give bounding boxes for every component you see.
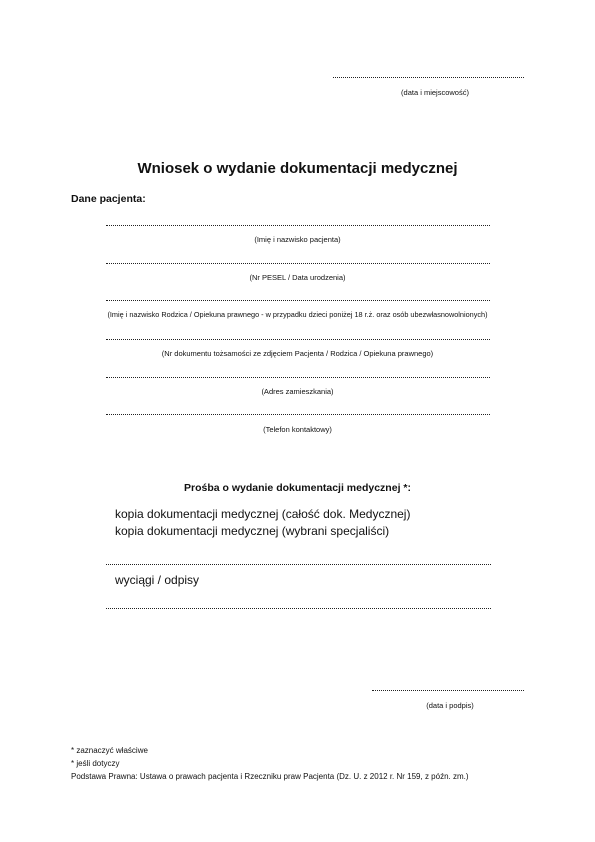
guardian-name-field[interactable] bbox=[106, 300, 490, 301]
specialists-field[interactable] bbox=[106, 564, 491, 565]
signature-line[interactable] bbox=[372, 690, 524, 691]
address-caption: (Adres zamieszkania) bbox=[261, 387, 334, 396]
footnote-mark-appropriate: * zaznaczyć właściwe bbox=[71, 746, 148, 755]
pesel-field[interactable] bbox=[106, 263, 490, 264]
signature-caption: (data i podpis) bbox=[426, 701, 474, 710]
phone-field[interactable] bbox=[106, 414, 490, 415]
date-place-line[interactable] bbox=[333, 77, 524, 78]
guardian-name-caption: (Imię i nazwisko Rodzica / Opiekuna prawnego - w przypadku dzieci poniżej 18 r.ż. oraz osób ubezwłasnowolnionych) bbox=[107, 310, 488, 319]
patient-name-caption: (Imię i nazwisko pacjenta) bbox=[254, 235, 341, 244]
option-full-copy[interactable]: kopia dokumentacji medycznej (całość dok. Medycznej) bbox=[115, 507, 411, 521]
phone-caption: (Telefon kontaktowy) bbox=[263, 425, 332, 434]
patient-section-heading: Dane pacjenta: bbox=[71, 193, 146, 205]
id-document-field[interactable] bbox=[106, 339, 490, 340]
request-section-heading: Prośba o wydanie dokumentacji medycznej *: bbox=[184, 482, 411, 494]
extracts-field[interactable] bbox=[106, 608, 491, 609]
id-document-caption: (Nr dokumentu tożsamości ze zdjęciem Pacjenta / Rodzica / Opiekuna prawnego) bbox=[161, 349, 434, 358]
patient-name-field[interactable] bbox=[106, 225, 490, 226]
page-title: Wniosek o wydanie dokumentacji medycznej bbox=[137, 160, 458, 177]
option-extracts[interactable]: wyciągi / odpisy bbox=[115, 573, 200, 587]
pesel-caption: (Nr PESEL / Data urodzenia) bbox=[249, 273, 346, 282]
date-place-caption: (data i miejscowość) bbox=[401, 88, 469, 97]
footnote-legal-basis: Podstawa Prawna: Ustawa o prawach pacjenta i Rzeczniku praw Pacjenta (Dz. U. z 2012 r. Nr 159, z późn. zm.) bbox=[71, 772, 469, 781]
footnote-if-applicable: * jeśli dotyczy bbox=[71, 759, 120, 768]
option-selected-specialists[interactable]: kopia dokumentacji medycznej (wybrani specjaliści) bbox=[115, 524, 390, 538]
address-field[interactable] bbox=[106, 377, 490, 378]
